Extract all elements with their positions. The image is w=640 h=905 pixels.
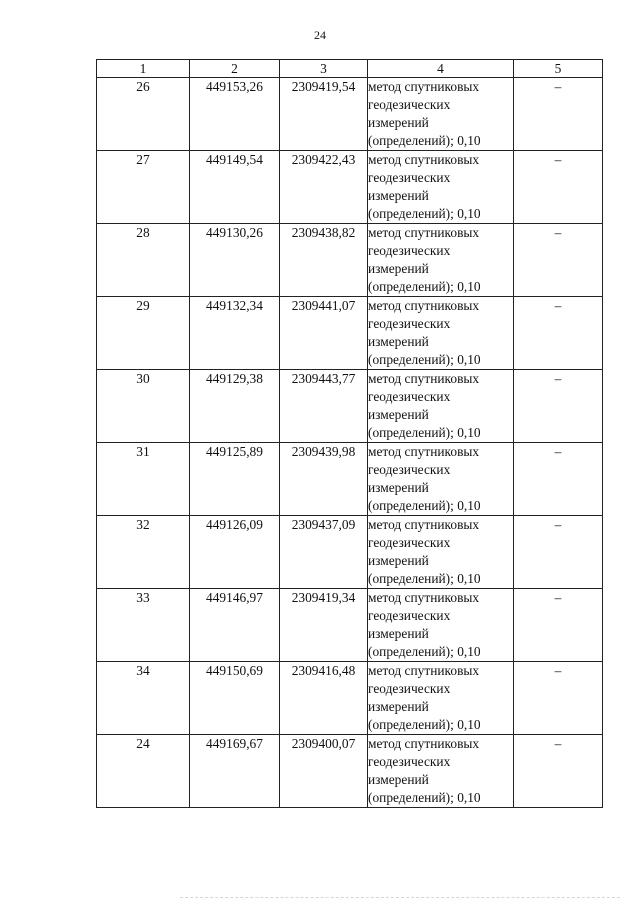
- coord-x: 449130,26: [190, 224, 280, 297]
- point-number: 28: [97, 224, 190, 297]
- table-row: [97, 516, 603, 589]
- table-row: [97, 589, 603, 662]
- point-number: 29: [97, 297, 190, 370]
- table-row: [97, 224, 603, 297]
- coord-y: 2309400,07: [280, 735, 368, 808]
- header-col-2: 2: [190, 60, 280, 78]
- method-text: метод спутниковых геодезических измерений (определений); 0,10: [368, 78, 514, 151]
- table-row: [97, 297, 603, 370]
- table-row: [97, 662, 603, 735]
- coordinates-table: [96, 59, 603, 808]
- coord-y: 2309438,82: [280, 224, 368, 297]
- note-dash: –: [514, 151, 603, 224]
- note-dash: –: [514, 370, 603, 443]
- method-text: метод спутниковых геодезических измерений (определений); 0,10: [368, 297, 514, 370]
- point-number: 33: [97, 589, 190, 662]
- table-row: [97, 151, 603, 224]
- table-header: [97, 60, 603, 78]
- coord-y: 2309441,07: [280, 297, 368, 370]
- header-row: [97, 60, 603, 78]
- point-number: 32: [97, 516, 190, 589]
- coord-y: 2309437,09: [280, 516, 368, 589]
- note-dash: –: [514, 443, 603, 516]
- method-text: метод спутниковых геодезических измерений (определений); 0,10: [368, 443, 514, 516]
- coord-x: 449150,69: [190, 662, 280, 735]
- table-row: [97, 443, 603, 516]
- table-row: [97, 78, 603, 151]
- scan-artifact-line: [180, 897, 620, 900]
- coord-x: 449126,09: [190, 516, 280, 589]
- method-text: метод спутниковых геодезических измерений (определений); 0,10: [368, 735, 514, 808]
- method-text: метод спутниковых геодезических измерений (определений); 0,10: [368, 224, 514, 297]
- coord-x: 449149,54: [190, 151, 280, 224]
- coord-x: 449129,38: [190, 370, 280, 443]
- method-text: метод спутниковых геодезических измерений (определений); 0,10: [368, 151, 514, 224]
- coord-y: 2309443,77: [280, 370, 368, 443]
- page-number: 24: [314, 28, 326, 42]
- table-row: [97, 370, 603, 443]
- method-text: метод спутниковых геодезических измерений (определений); 0,10: [368, 662, 514, 735]
- note-dash: –: [514, 589, 603, 662]
- note-dash: –: [514, 78, 603, 151]
- coord-x: 449125,89: [190, 443, 280, 516]
- coord-y: 2309419,34: [280, 589, 368, 662]
- point-number: 24: [97, 735, 190, 808]
- header-col-1: 1: [97, 60, 190, 78]
- note-dash: –: [514, 516, 603, 589]
- note-dash: –: [514, 224, 603, 297]
- note-dash: –: [514, 662, 603, 735]
- header-col-5: 5: [514, 60, 603, 78]
- point-number: 27: [97, 151, 190, 224]
- method-text: метод спутниковых геодезических измерений (определений); 0,10: [368, 370, 514, 443]
- header-col-4: 4: [368, 60, 514, 78]
- coord-x: 449169,67: [190, 735, 280, 808]
- note-dash: –: [514, 735, 603, 808]
- table-body: [97, 78, 603, 808]
- coord-x: 449153,26: [190, 78, 280, 151]
- point-number: 30: [97, 370, 190, 443]
- method-text: метод спутниковых геодезических измерений (определений); 0,10: [368, 516, 514, 589]
- coord-x: 449146,97: [190, 589, 280, 662]
- point-number: 31: [97, 443, 190, 516]
- header-col-3: 3: [280, 60, 368, 78]
- coord-y: 2309422,43: [280, 151, 368, 224]
- point-number: 34: [97, 662, 190, 735]
- table-row: [97, 735, 603, 808]
- note-dash: –: [514, 297, 603, 370]
- coord-y: 2309416,48: [280, 662, 368, 735]
- point-number: 26: [97, 78, 190, 151]
- coord-y: 2309419,54: [280, 78, 368, 151]
- coord-y: 2309439,98: [280, 443, 368, 516]
- coord-x: 449132,34: [190, 297, 280, 370]
- method-text: метод спутниковых геодезических измерений (определений); 0,10: [368, 589, 514, 662]
